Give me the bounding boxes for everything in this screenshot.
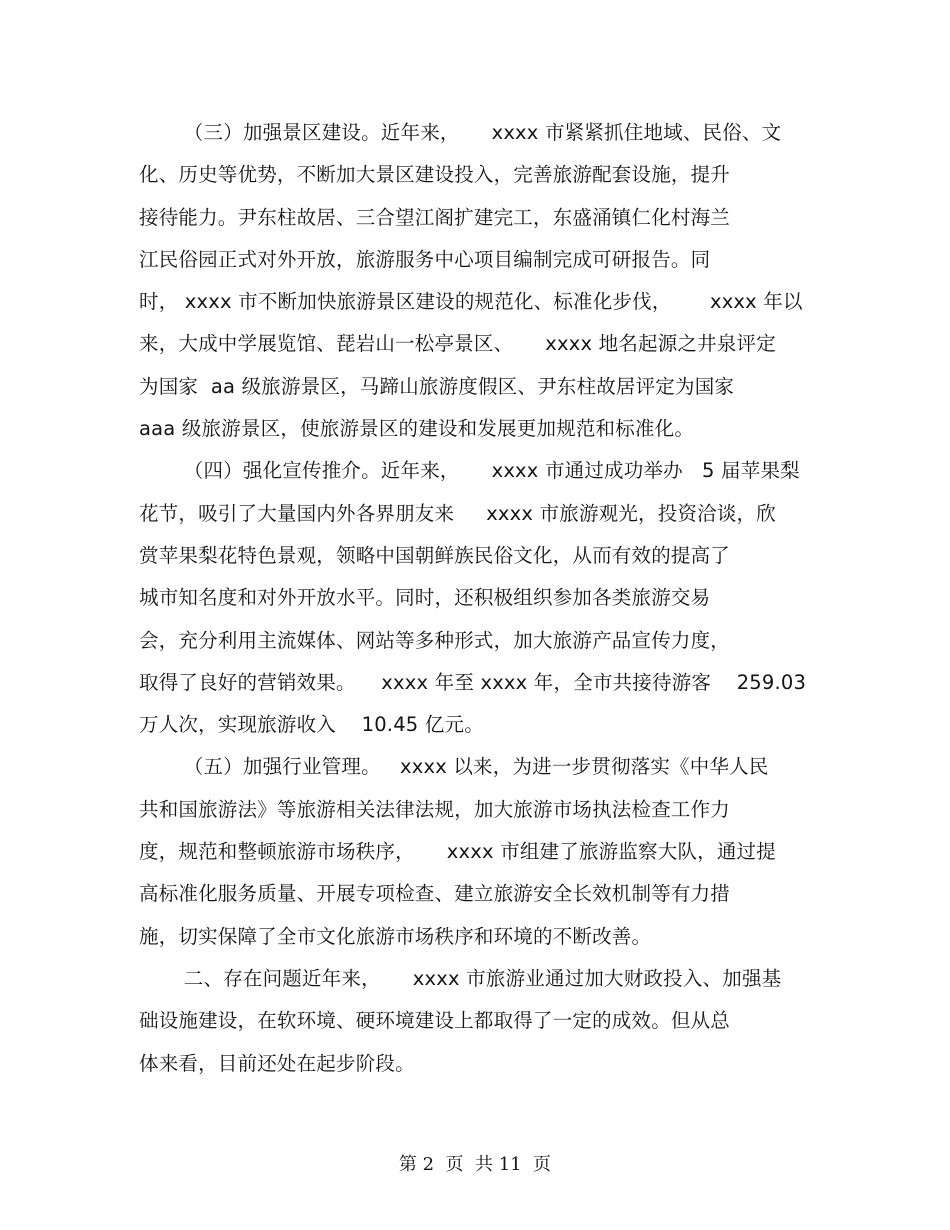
text-line-21: 二、存在问题近年来， xxxx 市旅游业通过加大财政投入、加强基 — [139, 966, 782, 990]
text-line-15: 万人次，实现旅游收入 10.45 亿元。 — [139, 713, 484, 737]
page-number-footer: 第 2 页 共 11 页 — [398, 1154, 552, 1175]
text-line-22: 础设施建设，在软环境、硬环境建设上都取得了一定的成效。但从总 — [139, 1009, 731, 1033]
text-line-7: 为国家 aa 级旅游景区，马蹄山旅游度假区、尹东柱故居评定为国家 — [139, 374, 735, 398]
document-body — [139, 112, 839, 1085]
text-line-6: 来，大成中学展览馆、琵岩山一松亭景区、 xxxx 地名起源之井泉评定 — [139, 332, 776, 356]
text-line-5: 时， xxxx 市不断加快旅游景区建设的规范化、标准化步伐， xxxx 年以 — [139, 290, 803, 314]
text-line-12: 城市知名度和对外开放水平。同时，还积极组织参加各类旅游交易 — [139, 586, 711, 610]
text-line-2: 化、历史等优势，不断加大景区建设投入，完善旅游配套设施，提升 — [139, 163, 731, 187]
text-line-14: 取得了良好的营销效果。 xxxx 年至 xxxx 年，全市共接待游客 259.03 — [139, 670, 807, 694]
text-line-10: 花节，吸引了大量国内外各界朋友来 xxxx 市旅游观光，投资洽谈，欣 — [139, 501, 776, 525]
text-line-23: 体来看，目前还处在起步阶段。 — [139, 1051, 415, 1075]
text-line-18: 度，规范和整顿旅游市场秩序， xxxx 市组建了旅游监察大队，通过提 — [139, 840, 776, 864]
text-line-17: 共和国旅游法》等旅游相关法律法规，加大旅游市场执法检查工作力 — [139, 797, 731, 821]
text-line-13: 会，充分利用主流媒体、网站等多种形式，加大旅游产品宣传力度， — [139, 628, 731, 652]
text-line-16: （五）加强行业管理。 xxxx 以来，为进一步贯彻落实《中华人民 — [139, 755, 769, 779]
text-line-1: （三）加强景区建设。近年来， xxxx 市紧紧抓住地域、民俗、文 — [139, 121, 782, 144]
text-line-8: aaa 级旅游景区，使旅游景区的建设和发展更加规范和标准化。 — [139, 417, 695, 441]
text-line-20: 施，切实保障了全市文化旅游市场秩序和环境的不断改善。 — [139, 924, 652, 948]
text-line-4: 江民俗园正式对外开放，旅游服务中心项目编制完成可研报告。同 — [139, 247, 711, 271]
text-line-3: 接待能力。尹东柱故居、三合望江阁扩建完工，东盛涌镇仁化村海兰 — [139, 205, 731, 229]
text-line-9: （四）强化宣传推介。近年来， xxxx 市通过成功举办 5 届苹果梨 — [139, 459, 800, 483]
text-line-11: 赏苹果梨花特色景观，领略中国朝鲜族民俗文化，从而有效的提高了 — [139, 543, 731, 567]
text-line-19: 高标准化服务质量、开展专项检查、建立旅游安全长效机制等有力措 — [139, 882, 731, 906]
